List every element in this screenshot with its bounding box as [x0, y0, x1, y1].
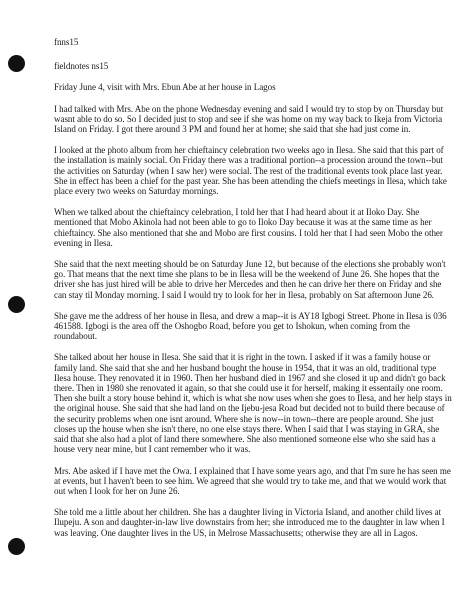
- paragraph-house: She talked about her house in Ilesa. She said that it is right in the town. I asked if it was a family house or family land. She said that she and her husband bought the house in 1954, that it was an old, traditional type Ilesa house. They renovated it in 1960. Then her husband died in 1967 and she closed it up and didn't go back there. Then in 1980 she renovated it again, so that she could use it for herself, making it essentaily one room. Then she built a story house behind it, which is what she now uses when she goes to Ilesa, and her help stays in the original house. She said that she had land on the Ijebu-jesa Road but decided not to build there because of the security problems when one isnt around. Where she is now--in town--there are people around. She just closes up the house when she isn't there, no one else stays there. When I said that I was staying in GRA, she said that she also had a plot of land there somewhere. She also mentioned someone else who she said has a house very near mine, but I cant remember who it was.: [54, 352, 452, 455]
- binder-hole-bottom: [8, 538, 25, 555]
- paragraph-iloko-day: When we talked about the chieftaincy celebration, I told her that I had heard about it at Iloko Day. She mentioned that Mobo Akinola had not been able to go to Iloko Day because it was at the same time as her chieftaincy. She also mentioned that she and Mobo are first cousins. I told her that I had seen Mobo the other evening in Ilesa.: [54, 207, 443, 248]
- paragraph-children: She told me a little about her children. She has a daughter living in Victoria Island, and another child lives at Ilupeju. A son and daughter-in-law live downstairs from her; she introduced me to the daughter in law when I was leaving. One daughter lives in the US, in Melrose Massachusetts; otherwise they are all in Lagos.: [54, 507, 445, 538]
- paragraph-next-meeting: She said that the next meeting should be on Saturday June 12, but because of the elections she probably won't go. That means that the next time she plans to be in Ilesa will be the weekend of June 26. She hopes that the driver she has just hired will be able to drive her Mercedes and then he can drive her there on Friday and she can stay til Monday morning. I said I would try to look for her in Ilesa, probably on Sat afternoon June 26.: [54, 259, 446, 300]
- paragraph-address: She gave me the address of her house in Ilesa, and drew a map--it is AY18 Igbogi Street. Phone in Ilesa is 036 461588. Igbogi is the area off the Oshogbo Road, before you get to Ishokun, when coming from the roundabout.: [54, 310, 447, 342]
- binder-hole-middle: [8, 296, 25, 313]
- header-code: fnns15: [54, 37, 79, 47]
- paragraph-phone-call: I had talked with Mrs. Abe on the phone Wednesday evening and said I would try to stop by on Thursday but wasnt able to do so. So I decided just to stop and see if she was home on my way back to Ikeja from Victoria Island on Friday. I got there around 3 PM and found her at home; she said that she had just come in.: [54, 103, 444, 135]
- binder-hole-top: [8, 55, 25, 72]
- fieldnotes-page: [54, 37, 452, 549]
- paragraph-photo-album: I looked at the photo album from her chieftaincy celebration two weeks ago in Ilesa. She said that this part of the installation is mainly social. On Friday there was a traditional portion--a procession around the town--but the activities on Saturday (when I saw her) were social. The rest of the traditional events took place last year. She in effect has been a chief for the past year. She has been attending the chiefs meetings in Ilesa, which take place every two weeks on Saturday mornings.: [54, 145, 447, 197]
- notes-code: fieldnotes ns15: [54, 61, 109, 72]
- paragraph-owa: Mrs. Abe asked if I have met the Owa. I explained that I have some years ago, and that I'm sure he has seen me at events, but I haven't been to see him. We agreed that she would try to take me, and that we would work that out when I look for her on June 26.: [54, 465, 451, 496]
- entry-title: Friday June 4, visit with Mrs. Ebun Abe at her house in Lagos: [54, 82, 276, 93]
